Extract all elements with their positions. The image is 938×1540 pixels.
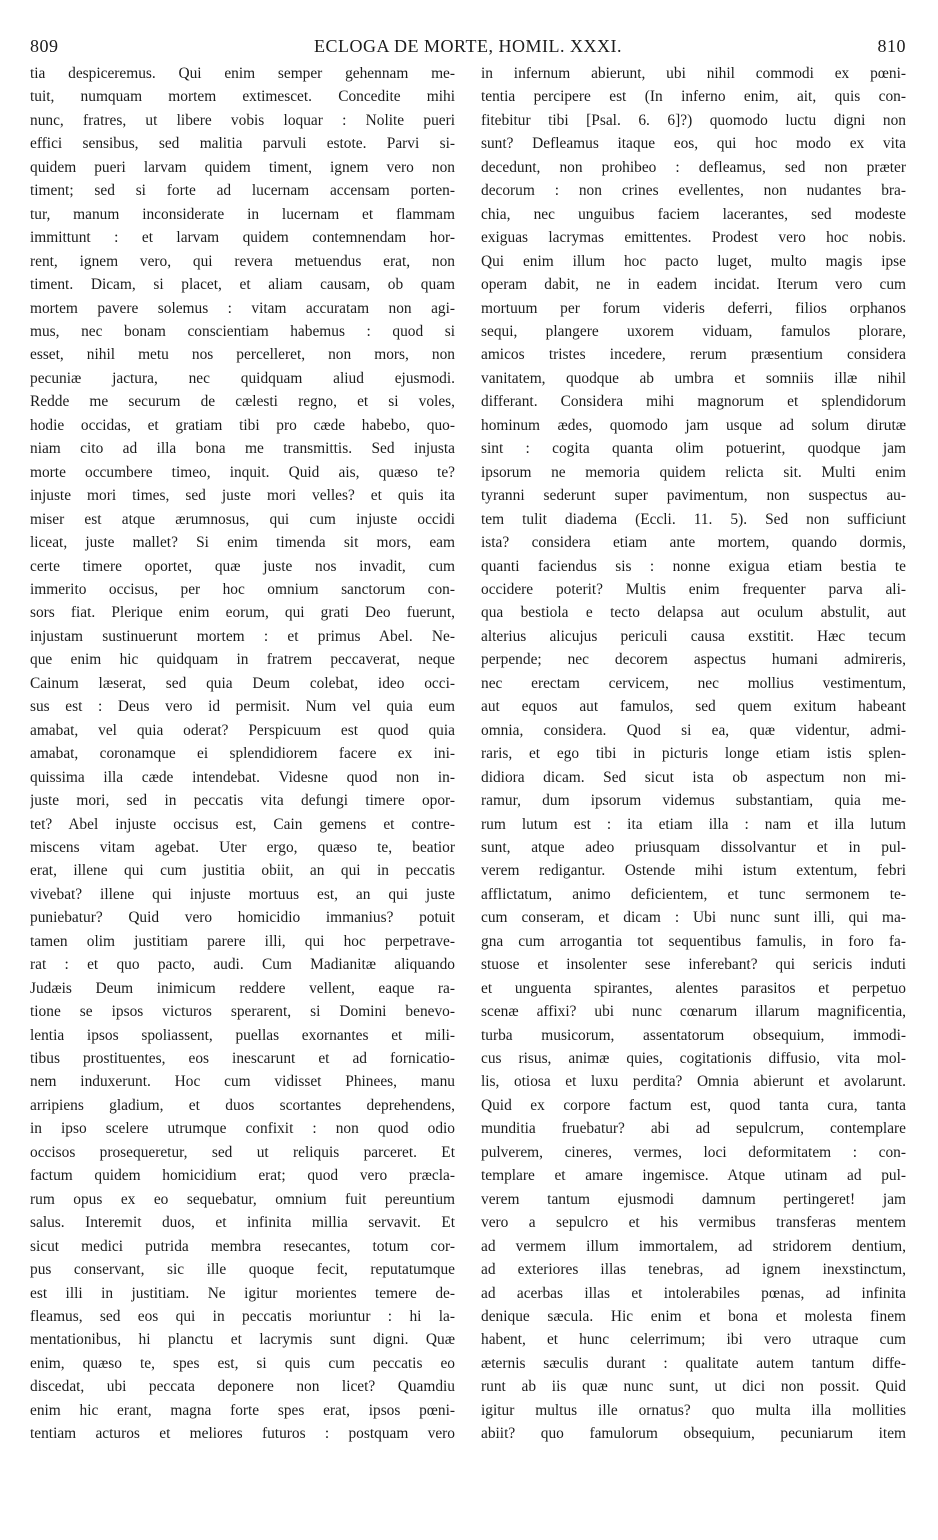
text-line: perpende; nec decorem aspectus humani admireris, — [481, 651, 906, 669]
text-line: lis, otiosa et luxu perdita? Omnia abierunt et avolarunt. — [481, 1073, 906, 1091]
text-line: stuose et insolenter sese inferebant? qui sericis induti — [481, 956, 906, 974]
text-line: juste mori, sed in peccatis vita defungi timere opor- — [30, 792, 455, 810]
text-line: ad vermem illum immortalem, ad stridorem dentium, — [481, 1237, 906, 1255]
text-line: ista? considera etiam ante mortem, quando dormis, — [481, 534, 906, 552]
text-line: quidem pueri larvam quidem timent, ignem vero non — [30, 158, 455, 176]
text-line: sunt? Defleamus itaque eos, qui hoc modo ex vita — [481, 135, 906, 153]
text-line: arripiens gladium, et duos scortantes deprehendens, — [30, 1096, 455, 1114]
text-line: runt ab iis quæ nunc sunt, ut dici non possit. Quid — [481, 1378, 906, 1396]
text-line: qua bestiola e tecto delapsa aut oculum abstulit, aut — [481, 604, 906, 622]
text-line: sus est : Deus vero id permisit. Num vel quia eum — [30, 698, 455, 716]
text-line: pecuniæ jactura, nec quidquam aliud ejusmodi. — [30, 369, 455, 387]
text-line: timent; sed si forte ad lucernam accensam porten- — [30, 182, 455, 200]
text-line: fitebitur tibi [Psal. 6. 6]?) quomodo luctu digni non — [481, 111, 906, 129]
text-line: hodie occidas, et gratiam tibi pro cæde habebo, quo- — [30, 416, 455, 434]
text-line: Qui enim illum hoc pacto luget, multo magis ipse — [481, 252, 906, 270]
text-line: gna cum arrogantia tot sequentibus famulis, in foro fa- — [481, 932, 906, 950]
text-line: didiora dicam. Sed sicut ista ob aspectum non mi- — [481, 768, 906, 786]
text-line: miscens vitam agebat. Uter ergo, quæso te, beatior — [30, 838, 455, 856]
text-line: ad acerbas illas et intolerabiles pœnas, ad infinita — [481, 1284, 906, 1302]
text-line: ipsorum ne memoria quidem relicta sit. Multi enim — [481, 463, 906, 481]
running-title: ECLOGA DE MORTE, HOMIL. XXXI. — [314, 36, 622, 56]
text-line: operam dabit, ne in eadem incidat. Iterum vero cum — [481, 276, 906, 294]
text-line: nec erectam cervicem, nec mollius vestimentum, — [481, 674, 906, 692]
text-line: rent, ignem vero, qui revera metuendus erat, non — [30, 252, 455, 270]
text-line: fleamus, sed eos qui in peccatis moriuntur : hi la- — [30, 1308, 455, 1326]
text-column-right — [481, 62, 906, 1446]
text-line: chia, nec unguibus faciem lacerantes, sed modeste — [481, 205, 906, 223]
text-line: tyranni sederunt super pavimentum, non suspectus au- — [481, 487, 906, 505]
text-line: tet? Abel injuste occisus est, Cain gemens et contre- — [30, 815, 455, 833]
text-line: vivebat? illene qui injuste mortuus est, an qui juste — [30, 885, 455, 903]
text-line: decorum : non crines evellentes, non nudantes bra- — [481, 182, 906, 200]
text-line: habent, et hunc celerrimum; ibi vero utraque cum — [481, 1331, 906, 1349]
text-line: hominum ædes, quomodo jam usque ad solum dirutæ — [481, 416, 906, 434]
text-line: lentia ipsos spoliassent, puellas exornantes et mili- — [30, 1026, 455, 1044]
text-line: abiit? quo famulorum obsequium, pecuniarum item — [481, 1425, 906, 1443]
text-line: scenæ affixi? ubi nunc cœnarum illarum magnificentia, — [481, 1003, 906, 1021]
text-line: amicos tristes incedere, rerum præsentium considera — [481, 346, 906, 364]
text-line: factum quidem homicidium erat; quod vero præcla- — [30, 1167, 455, 1185]
text-line: timent. Dicam, si placet, et aliam causam, ob quam — [30, 276, 455, 294]
text-line: sequi, plangere uxorem viduam, famulos plorare, — [481, 322, 906, 340]
text-line: decedunt, non prohibeo : defleamus, sed non præter — [481, 158, 906, 176]
text-line: mortem pavere solemus : vitam accuratam non agi- — [30, 299, 455, 317]
text-line: miser est atque ærumnosus, qui cum injuste occidi — [30, 510, 455, 528]
text-line: verem tantum ejusmodi damnum pertingeret! jam — [481, 1190, 906, 1208]
text-line: in ipso scelere utrumque confixit : non quod odio — [30, 1120, 455, 1138]
text-line: quissima illa cæde intendebat. Videsne quod non in- — [30, 768, 455, 786]
text-line: munditia fruebatur? abi ad sepulcrum, contemplare — [481, 1120, 906, 1138]
text-line: immerito occisus, per hoc omnium sanctorum con- — [30, 580, 455, 598]
text-line: Cainum læserat, sed quia Deum colebat, ideo occi- — [30, 674, 455, 692]
text-column-left — [30, 62, 455, 1446]
text-line: certe timere oportet, quæ juste nos invadit, cum — [30, 557, 455, 575]
text-line: cum conseram, et dicam : Ubi nunc sunt illi, qui ma- — [481, 909, 906, 927]
text-line: omnia, considera. Quod si ea, quæ videntur, admi- — [481, 721, 906, 739]
text-line: nem induxerunt. Hoc cum vidisset Phinees, manu — [30, 1073, 455, 1091]
text-line: verem redigantur. Ostende mihi istum extentum, febri — [481, 862, 906, 880]
text-line: tibus prostituentes, eos inescarunt et ad fornicatio- — [30, 1050, 455, 1068]
text-line: aut equos aut famulos, sed quem exitum habeant — [481, 698, 906, 716]
text-line: exiguas lacrymas emittentes. Prodest vero hoc nobis. — [481, 229, 906, 247]
text-line: ad exteriores illas tenebras, ad ignem inexstinctum, — [481, 1261, 906, 1279]
text-line: rum opus ex eo sequebatur, omnium fuit pereuntium — [30, 1190, 455, 1208]
text-line: immittunt : et larvam quidem contemnendam hor- — [30, 229, 455, 247]
text-line: turba musicorum, assentatorum obsequium, immodi- — [481, 1026, 906, 1044]
text-line: mus, nec bonam conscientiam habemus : quod si — [30, 322, 455, 340]
text-line: igitur multus ille ornatus? quo multa illa mollities — [481, 1401, 906, 1419]
text-line: denique sæcula. Hic enim et bona et molesta finem — [481, 1308, 906, 1326]
text-line: pus conservant, sic ille quoque fecit, reputatumque — [30, 1261, 455, 1279]
text-line: effici sensibus, sed malitia parvuli estote. Parvi si- — [30, 135, 455, 153]
text-line: tamen olim justitiam parere illi, qui hoc perpetrave- — [30, 932, 455, 950]
text-line: rum lutum est : ita etiam illa : nam et illa lutum — [481, 815, 906, 833]
text-line: occidere poterit? Multis enim frequenter parva ali- — [481, 580, 906, 598]
text-line: puniebatur? Quid vero homicidio immanius? potuit — [30, 909, 455, 927]
text-line: erat, illene qui cum justitia obiit, an qui in peccatis — [30, 862, 455, 880]
text-line: injustam sustinuerunt mortem : et primus Abel. Ne- — [30, 627, 455, 645]
text-line: niam cito ad illa bona me transmittis. Sed injusta — [30, 440, 455, 458]
text-line: est illi in justitiam. Ne igitur morientes temere de- — [30, 1284, 455, 1302]
text-line: amabat, coronamque ei splendidiorem facere ex ini- — [30, 745, 455, 763]
text-line: injuste mori times, sed juste mori velles? et quis ita — [30, 487, 455, 505]
text-line: mortuum per forum videris deferri, filios orphanos — [481, 299, 906, 317]
text-line: vanitatem, quodque ab umbra et somniis illæ nihil — [481, 369, 906, 387]
text-line: tur, manum inconsiderate in lucernam et flammam — [30, 205, 455, 223]
page-header — [30, 36, 906, 60]
text-line: æternis sæculis durant : qualitate autem tantum diffe- — [481, 1354, 906, 1372]
text-line: raris, et ego tibi in picturis longe etiam istis splen- — [481, 745, 906, 763]
text-line: sunt, atque adeo priusquam dissolvantur et in pul- — [481, 838, 906, 856]
text-line: tentia percipere est (In inferno enim, ait, quis con- — [481, 88, 906, 106]
text-line: Quid ex corpore factum est, quod tanta cura, tanta — [481, 1096, 906, 1114]
text-line: sors fiat. Plerique enim eorum, qui grati Deo fuerunt, — [30, 604, 455, 622]
text-line: ramur, dum ipsorum videmus substantiam, quia me- — [481, 792, 906, 810]
text-line: tuit, numquam mortem extimescet. Concedite mihi — [30, 88, 455, 106]
text-line: esset, nihil metu nos percelleret, non mors, non — [30, 346, 455, 364]
text-line: cus risus, animæ quies, cogitationis diffusio, vita mol- — [481, 1050, 906, 1068]
text-line: amabat, vel quia oderat? Perspicuum est quod quia — [30, 721, 455, 739]
text-line: et unguenta spirantes, alentes parasitos et perpetuo — [481, 979, 906, 997]
text-line: sicut medici putrida membra resecantes, totum cor- — [30, 1237, 455, 1255]
text-line: salus. Interemit duos, et infinita millia servavit. Et — [30, 1214, 455, 1232]
text-line: mentationibus, hi planctu et lacrymis sunt digni. Quæ — [30, 1331, 455, 1349]
text-line: que enim hic quidquam in fratrem peccaverat, neque — [30, 651, 455, 669]
text-line: tia despiceremus. Qui enim semper gehennam me- — [30, 65, 455, 82]
text-line: Judæis Deum inimicum reddere vellent, eaque ra- — [30, 979, 455, 997]
text-line: tem tulit diadema (Eccli. 11. 5). Sed non sufficiunt — [481, 510, 906, 528]
text-line: rat : et quo pacto, audi. Cum Madianitæ aliquando — [30, 956, 455, 974]
text-line: Redde me securum de cælesti regno, et si voles, — [30, 393, 455, 411]
text-line: differant. Considera mihi magnorum et splendidorum — [481, 393, 906, 411]
text-line: alterius alicujus periculi causa exstitit. Hæc tecum — [481, 627, 906, 645]
text-line: sint : cogita quanta olim potuerint, quodque jam — [481, 440, 906, 458]
page-number-left: 809 — [30, 36, 59, 56]
text-line: discedat, ubi peccata deponere non licet? Quamdiu — [30, 1378, 455, 1396]
text-line: tentiam acturos et meliores futuros : postquam vero — [30, 1425, 455, 1443]
text-line: occisos prosequeretur, sed ut reliquis parceret. Et — [30, 1143, 455, 1161]
text-line: enim, quæso te, spes est, si quis cum peccatis eo — [30, 1354, 455, 1372]
text-line: afflictatum, animo deficientem, et tunc sermonem te- — [481, 885, 906, 903]
text-line: quanti faciendus sis : nonne exigua etiam bestia te — [481, 557, 906, 575]
text-line: templare et amare ingemisce. Atque utinam ad pul- — [481, 1167, 906, 1185]
text-line: vero a sepulcro et his vermibus transferas mentem — [481, 1214, 906, 1232]
text-line: morte occumbere timeo, inquit. Quid ais, quæso te? — [30, 463, 455, 481]
text-line: nunc, fratres, ut libere vobis loquar : Nolite pueri — [30, 111, 455, 129]
text-line: tione se ipsos victuros sperarent, si Domini benevo- — [30, 1003, 455, 1021]
text-line: enim hic erant, magna forte spes erat, ipsos pœni- — [30, 1401, 455, 1419]
text-line: in infernum abierunt, ubi nihil commodi ex pœni- — [481, 65, 906, 82]
text-line: pulverem, cineres, vermes, loci deformitatem : con- — [481, 1143, 906, 1161]
text-line: liceat, juste mallet? Si enim timenda sit mors, eam — [30, 534, 455, 552]
page-number-right: 810 — [877, 36, 906, 56]
